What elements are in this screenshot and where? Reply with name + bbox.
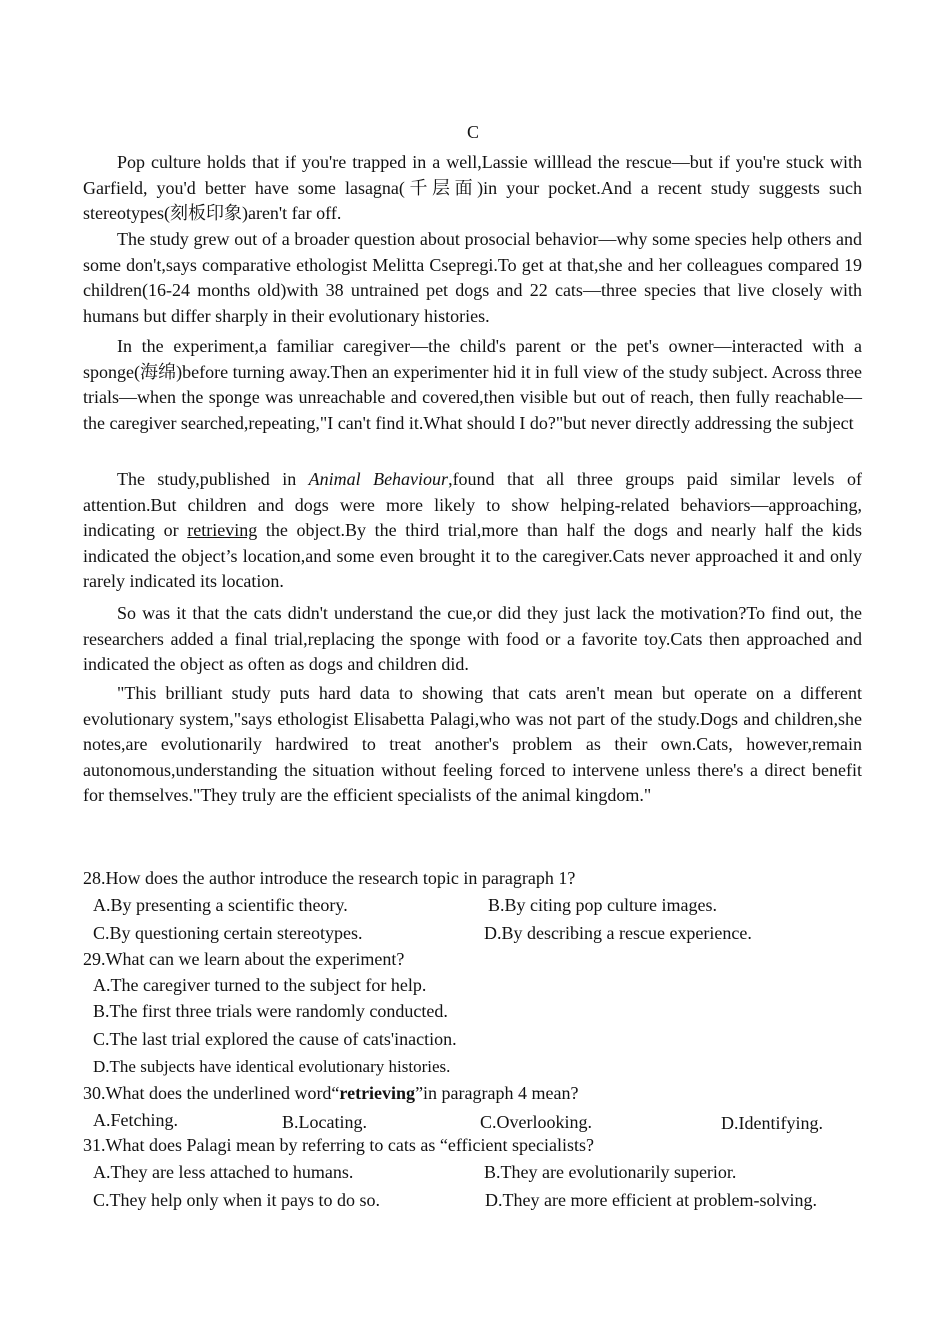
underlined-word: retrieving bbox=[187, 520, 258, 540]
question-28-stem: 28.How does the author introduce the research topic in paragraph 1? bbox=[83, 868, 576, 888]
question-29-stem: 29.What can we learn about the experiment? bbox=[83, 949, 405, 969]
paragraph-2: The study grew out of a broader question about prosocial behavior—why some species help others and some don't,says comparative ethologist Melitta Csepregi.To get at that,she and her colleagues compared 19 children(16-24 months old)with 38 untrained pet dogs and 22 cats—three species that live closely with humans but differ sharply in their evolutionary histories. bbox=[83, 229, 862, 326]
paragraph-1: Pop culture holds that if you're trapped in a well,Lassie willlead the rescue—but if you're stuck with Garfield, you'd better have some lasagna(千层面)in your pocket.And a recent study suggests such stereotypes(刻板印象)aren't far off. bbox=[83, 152, 862, 223]
question-28-option-d: D.By describing a rescue experience. bbox=[484, 923, 752, 943]
paragraph-4-text-b: ,found that all three groups paid similar levels of attention.But children and dogs were more likely to show helping-related behaviors—approaching, indicating or bbox=[83, 469, 862, 540]
journal-title: Animal Behaviour bbox=[308, 469, 449, 489]
paragraph-4-text-a: The study,published in bbox=[117, 469, 309, 489]
question-29-option-b: B.The first three trials were randomly conducted. bbox=[93, 1001, 448, 1021]
question-30-option-b: B.Locating. bbox=[282, 1112, 367, 1132]
question-31-option-a: A.They are less attached to humans. bbox=[93, 1162, 354, 1182]
question-30-option-c: C.Overlooking. bbox=[480, 1112, 592, 1132]
paragraph-5: So was it that the cats didn't understand the cue,or did they just lack the motivation?To find out, the researchers added a final trial,replacing the sponge with food or a favorite toy.Cats then approached and indicated the object as often as dogs and children did. bbox=[83, 603, 862, 674]
question-30-option-d: D.Identifying. bbox=[721, 1113, 823, 1133]
question-28-option-b: B.By citing pop culture images. bbox=[488, 895, 717, 915]
paragraph-4 bbox=[83, 467, 862, 595]
question-30-stem-a: 30.What does the underlined word“ bbox=[83, 1083, 340, 1103]
paragraph-4-text-c: the object.By the third trial,more than half the dogs and nearly half the kids indicated the object’s location,and some even brought it to the caregiver.Cats never approached it and only rarely indicated its location. bbox=[83, 520, 862, 591]
question-28-option-a: A.By presenting a scientific theory. bbox=[93, 895, 348, 915]
question-30-stem bbox=[83, 1081, 578, 1105]
question-28-option-c: C.By questioning certain stereotypes. bbox=[93, 923, 363, 943]
question-29-option-c: C.The last trial explored the cause of cats'inaction. bbox=[93, 1029, 457, 1049]
question-31-stem: 31.What does Palagi mean by referring to cats as “efficient specialists? bbox=[83, 1135, 594, 1155]
question-29-option-a: A.The caregiver turned to the subject for help. bbox=[93, 975, 427, 995]
paragraph-6: "This brilliant study puts hard data to showing that cats aren't mean but operate on a different evolutionary system,"says ethologist Elisabetta Palagi,who was not part of the study.Dogs and children,she notes,are evolutionarily hardwired to treat another's problem as their own.Cats, however,remain autonomous,understanding the situation without feeling forced to intervene unless there's a direct benefit for themselves."They truly are the efficient specialists of the animal kingdom." bbox=[83, 683, 862, 805]
question-31-option-d: D.They are more efficient at problem-solving. bbox=[485, 1190, 818, 1210]
question-30-keyword: retrieving bbox=[339, 1083, 416, 1103]
question-31-option-c: C.They help only when it pays to do so. bbox=[93, 1190, 380, 1210]
question-30-option-a: A.Fetching. bbox=[93, 1110, 178, 1130]
section-letter: C bbox=[466, 122, 479, 142]
question-30-stem-b: ”in paragraph 4 mean? bbox=[415, 1083, 579, 1103]
paragraph-3: In the experiment,a familiar caregiver—the child's parent or the pet's owner—interacted with a sponge(海绵)before turning away.Then an experimenter hid it in full view of the study subject. Across three trials—when the sponge was unreachable and covered,then visible but out of reach, then fully reachable—the caregiver searched,repeating,"I can't find it.What should I do?"but never directly addressing the subject bbox=[83, 336, 862, 433]
question-31-option-b: B.They are evolutionarily superior. bbox=[484, 1162, 737, 1182]
question-29-option-d: D.The subjects have identical evolutionary histories. bbox=[93, 1057, 451, 1076]
